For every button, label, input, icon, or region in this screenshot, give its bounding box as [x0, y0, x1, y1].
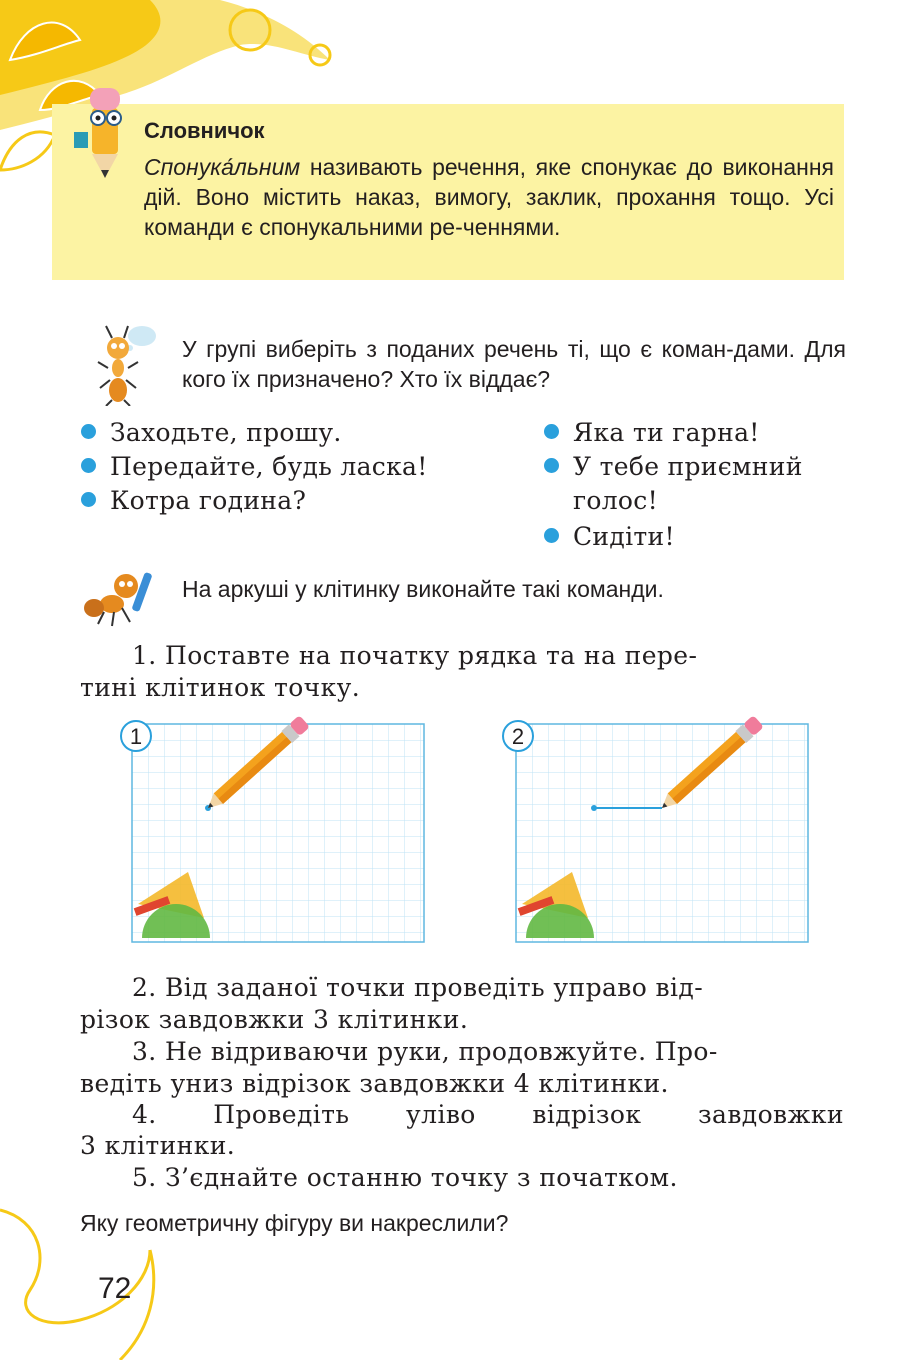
glossary-body: називають речення, яке спонукає до виконання дій. Воно містить наказ, вимогу, заклик, прохання тощо. Усі команди є спонукальними ре-ченнями. [144, 154, 834, 240]
step-4-line-2: 3 клітинки. [80, 1131, 236, 1160]
step-2-line-1: 2. Від заданої точки проведіть управо від- [132, 973, 704, 1002]
instruction-2: На аркуші у клітинку виконайте такі команди. [182, 576, 664, 602]
sentence-item: Котра година? [110, 486, 307, 515]
glossary-term: Спонука́льним [144, 154, 301, 180]
step-1-line-2: тині клітинок точку. [80, 673, 361, 702]
sentence-item: Сидіти! [573, 522, 675, 551]
step-5: 5. З’єднайте останню точку з початком. [132, 1163, 678, 1192]
sentence-item: У тебе приємний [573, 452, 803, 481]
pencil-mascot-icon [68, 82, 138, 182]
sentence-item: Яка ти гарна! [573, 418, 760, 447]
bullet-dot [544, 424, 559, 439]
sentence-item: Заходьте, прошу. [110, 418, 342, 447]
step-4-line-1: 4. Проведіть уліво відрізок завдовжки [132, 1100, 844, 1129]
bullet-dot [81, 424, 96, 439]
step-3-line-2: ведіть униз відрізок завдовжки 4 клітинки. [80, 1069, 669, 1098]
step-3-line-1: 3. Не відриваючи руки, продовжуйте. Про- [132, 1037, 718, 1066]
bullet-dot [544, 528, 559, 543]
figure-label: 1 [129, 724, 143, 749]
bullet-dot [544, 458, 559, 473]
step-1-line-1: 1. Поставте на початку рядка та на пере- [132, 641, 698, 670]
bullet-dot [81, 458, 96, 473]
swirl-decoration [0, 1200, 180, 1360]
ant-thinking-icon [92, 322, 162, 406]
grid-figure-1 [118, 712, 430, 948]
figure-label: 2 [511, 724, 525, 749]
step-2-line-2: різок завдовжки 3 клітинки. [80, 1005, 469, 1034]
page-number: 72 [98, 1272, 132, 1305]
bullet-dot [81, 492, 96, 507]
glossary-title: Словничок [144, 118, 265, 143]
grid-figure-2 [502, 712, 814, 948]
instruction-1: У групі виберіть з поданих речень ті, що є коман-дами. Для кого їх призначено? Хто їх віддає? [182, 336, 846, 392]
ant-writing-icon [82, 568, 156, 630]
glossary-definition [144, 152, 834, 242]
sentence-item-continuation: голос! [573, 486, 658, 515]
sentence-item: Передайте, будь ласка! [110, 452, 428, 481]
question-text: Яку геометричну фігуру ви накреслили? [80, 1210, 509, 1236]
